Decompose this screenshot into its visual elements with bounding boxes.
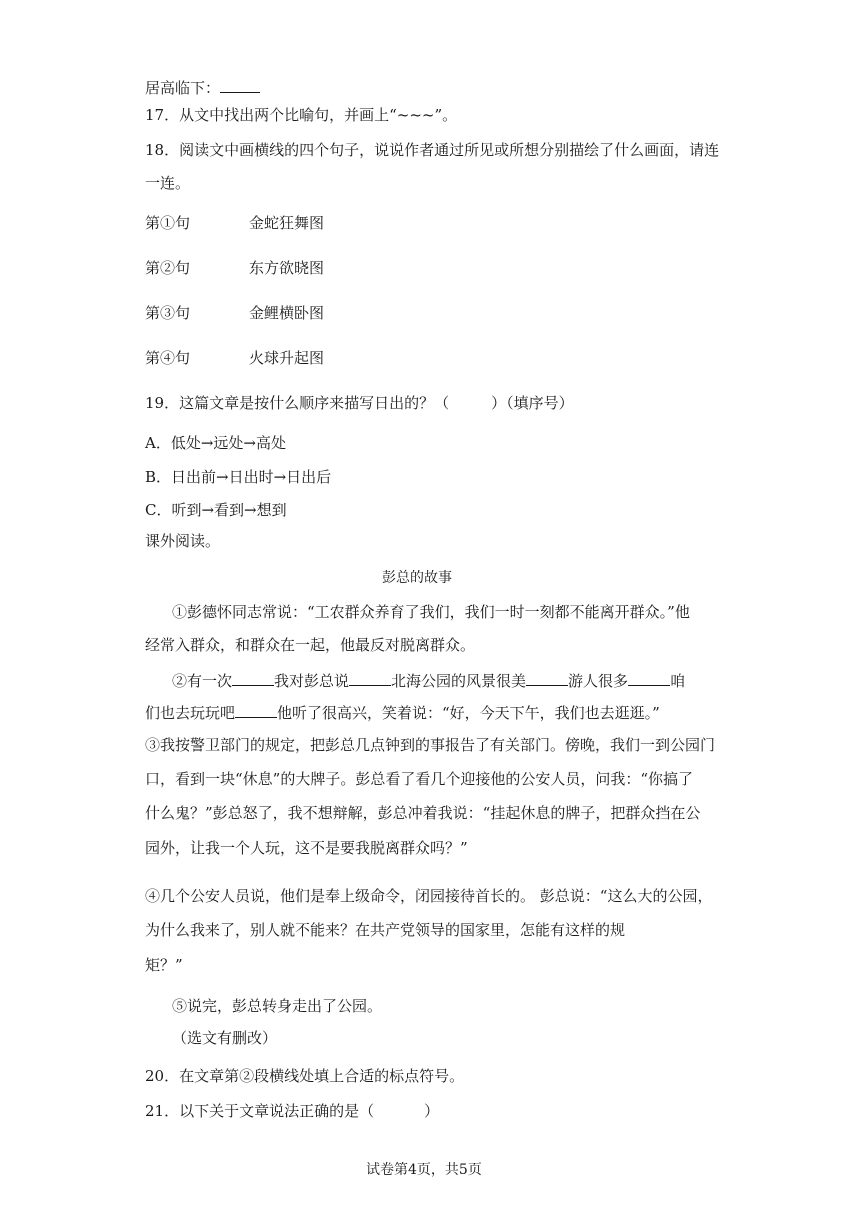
answer-line-jugaolinxia (145, 76, 260, 98)
para3-line3: 什么鬼？”彭总怒了，我不想辩解，彭总冲着我说：“挂起休息的牌子，把群众挡在公 (145, 804, 701, 822)
match-left-4[interactable]: 第④句 (145, 349, 191, 367)
article-title: 彭总的故事 (382, 570, 452, 586)
question-21-stem-b: ） (424, 1102, 440, 1120)
match-left-1[interactable]: 第①句 (145, 214, 191, 232)
section-label: 课外阅读。 (145, 532, 221, 550)
punct-blank-1[interactable] (232, 669, 274, 686)
para3-line2: 口，看到一块“休息”的大牌子。彭总看了看几个迎接他的公安人员，问我：“你搞了 (145, 770, 694, 788)
question-21 (145, 1101, 439, 1121)
page-footer: 试卷第4页，共5页 (366, 1162, 482, 1178)
question-17: 17．从文中找出两个比喻句，并画上“~~~”。 (145, 106, 458, 124)
para2-seg4: 游人很多 (568, 672, 629, 690)
answer-blank[interactable] (220, 76, 260, 93)
punct-blank-5[interactable] (235, 701, 277, 718)
label-jugaolinxia: 居高临下： (145, 79, 221, 97)
option-b[interactable]: B．日出前→日出时→日出后 (145, 468, 332, 486)
question-21-stem-a: 21．以下关于文章说法正确的是（ (145, 1102, 375, 1120)
para4-line2: 为什么我来了，别人就不能来？在共产党领导的国家里，怎能有这样的规 (145, 921, 626, 939)
option-a[interactable]: A．低处→远处→高处 (145, 434, 286, 452)
para2-seg1: ②有一次 (172, 672, 233, 690)
para4-line1: ④几个公安人员说，他们是奉上级命令，闭园接待首长的。 彭总说：“这么大的公园， (145, 887, 713, 905)
option-c[interactable]: C．听到→看到→想到 (145, 501, 287, 519)
question-18-line1: 18．阅读文中画横线的四个句子，说说作者通过所见或所想分别描绘了什么画面，请连 (145, 141, 720, 159)
para2-seg7: 他听了很高兴，笑着说：“好，今天下午，我们也去逛逛。” (277, 704, 660, 722)
para4-line3: 矩？” (145, 956, 183, 974)
para5: ⑤说完，彭总转身走出了公园。 (172, 997, 383, 1015)
match-right-2[interactable]: 东方欲晓图 (249, 259, 325, 277)
para3-line4: 园外，让我一个人玩，这不是要我脱离群众吗？” (145, 839, 468, 857)
para2-seg5: 咱 (670, 672, 686, 690)
para1-line2: 经常入群众，和群众在一起，他最反对脱离群众。 (145, 636, 476, 654)
punct-blank-3[interactable] (526, 669, 568, 686)
question-18-line2: 一连。 (145, 174, 191, 192)
question-20: 20．在文章第②段横线处填上合适的标点符号。 (145, 1067, 465, 1085)
question-19 (145, 393, 574, 413)
para2-line1 (172, 669, 685, 691)
para3-line1: ③我按警卫部门的规定，把彭总几点钟到的事报告了有关部门。傍晚，我们一到公园门 (145, 736, 716, 754)
para2-seg3: 北海公园的风景很美 (391, 672, 527, 690)
para1-line1: ①彭德怀同志常说：“工农群众养育了我们，我们一时一刻都不能离开群众。”他 (172, 603, 690, 621)
match-left-2[interactable]: 第②句 (145, 259, 191, 277)
match-right-3[interactable]: 金鲤横卧图 (249, 304, 325, 322)
question-19-stem-b: ）（填序号） (491, 394, 574, 412)
para2-seg2: 我对彭总说 (274, 672, 350, 690)
para2-line2 (145, 701, 660, 723)
match-left-3[interactable]: 第③句 (145, 304, 191, 322)
para2-seg6: 们也去玩玩吧 (145, 704, 236, 722)
punct-blank-2[interactable] (349, 669, 391, 686)
excerpt-note: （选文有删改） (172, 1029, 278, 1047)
question-19-stem-a: 19．这篇文章是按什么顺序来描写日出的？（ (145, 394, 450, 412)
match-right-4[interactable]: 火球升起图 (249, 349, 325, 367)
match-right-1[interactable]: 金蛇狂舞图 (249, 214, 325, 232)
punct-blank-4[interactable] (628, 669, 670, 686)
